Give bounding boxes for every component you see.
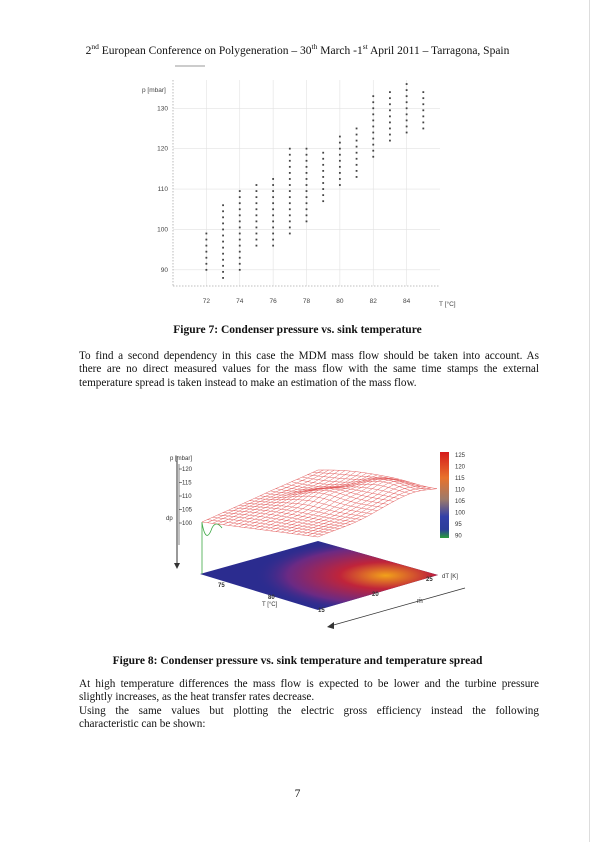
data-point bbox=[389, 97, 391, 99]
data-point bbox=[222, 241, 224, 243]
data-point bbox=[239, 202, 241, 204]
data-point bbox=[306, 154, 308, 156]
data-point bbox=[322, 158, 324, 160]
data-point bbox=[222, 247, 224, 249]
data-point bbox=[289, 172, 291, 174]
data-point bbox=[339, 172, 341, 174]
surface-mesh-line bbox=[228, 510, 345, 526]
z-tick-label: 105 bbox=[182, 507, 193, 514]
data-point bbox=[356, 128, 358, 130]
data-point bbox=[205, 251, 207, 253]
data-point bbox=[256, 233, 258, 235]
data-point bbox=[306, 172, 308, 174]
data-point bbox=[222, 235, 224, 237]
data-point bbox=[306, 202, 308, 204]
data-point bbox=[272, 208, 274, 210]
data-point bbox=[406, 107, 408, 109]
colorbar bbox=[440, 452, 449, 538]
x-tick-label: 72 bbox=[202, 298, 210, 305]
surface-mesh-line bbox=[260, 496, 378, 511]
data-point bbox=[356, 140, 358, 142]
x-tick-label: 84 bbox=[403, 298, 411, 305]
data-point bbox=[222, 271, 224, 273]
data-point bbox=[256, 184, 258, 186]
data-point bbox=[289, 227, 291, 229]
data-point bbox=[406, 119, 408, 121]
data-point bbox=[389, 122, 391, 124]
data-point bbox=[222, 265, 224, 267]
data-point bbox=[306, 148, 308, 150]
data-point bbox=[406, 83, 408, 85]
data-point bbox=[422, 103, 424, 105]
data-point bbox=[389, 91, 391, 93]
base-plane-hotspot bbox=[200, 541, 438, 610]
data-point bbox=[256, 214, 258, 216]
data-point bbox=[289, 220, 291, 222]
data-point bbox=[272, 233, 274, 235]
data-point bbox=[406, 126, 408, 128]
data-point bbox=[422, 122, 424, 124]
colorbar-tick-label: 115 bbox=[455, 476, 465, 482]
data-point bbox=[289, 202, 291, 204]
data-point bbox=[322, 194, 324, 196]
text-line: there are no direct measured values for the mass flow with the same time stamps the external bbox=[79, 363, 539, 376]
data-point bbox=[356, 176, 358, 178]
text-line: At high temperature differences the mass flow is expected to be lower and the turbine pressure bbox=[79, 678, 539, 690]
data-point bbox=[339, 166, 341, 168]
data-point bbox=[222, 259, 224, 261]
data-point bbox=[372, 156, 374, 158]
z-tick-label: 115 bbox=[182, 480, 192, 487]
x-tick-label: 76 bbox=[269, 298, 277, 305]
data-point bbox=[372, 107, 374, 109]
x-axis-label: T [°C] bbox=[262, 602, 278, 608]
data-point bbox=[289, 154, 291, 156]
data-point bbox=[306, 160, 308, 162]
data-point bbox=[239, 227, 241, 229]
y-tick-label: 130 bbox=[157, 105, 168, 113]
data-point bbox=[222, 204, 224, 206]
x-tick-label: 80 bbox=[336, 298, 344, 305]
data-point bbox=[372, 126, 374, 128]
data-point bbox=[422, 109, 424, 111]
data-point bbox=[306, 196, 308, 198]
data-point bbox=[389, 103, 391, 105]
data-point bbox=[289, 233, 291, 235]
colorbar-tick-label: 90 bbox=[455, 533, 462, 540]
data-point bbox=[306, 214, 308, 216]
surface-mesh-line bbox=[313, 488, 432, 537]
data-point bbox=[239, 269, 241, 271]
data-point bbox=[256, 239, 258, 241]
data-point bbox=[239, 245, 241, 247]
colorbar-tick-label: 95 bbox=[455, 522, 462, 528]
data-point bbox=[222, 222, 224, 224]
data-point bbox=[239, 190, 241, 192]
data-point bbox=[256, 220, 258, 222]
data-point bbox=[406, 132, 408, 134]
x-tick-label: 75 bbox=[218, 583, 225, 589]
figure-8-surface-plot bbox=[160, 440, 480, 635]
data-point bbox=[389, 128, 391, 130]
data-point bbox=[272, 178, 274, 180]
data-point bbox=[289, 148, 291, 150]
data-point bbox=[306, 166, 308, 168]
figure-7-scatter-chart bbox=[138, 64, 458, 308]
data-point bbox=[256, 245, 258, 247]
data-point bbox=[372, 138, 374, 140]
data-point bbox=[289, 184, 291, 186]
data-point bbox=[289, 160, 291, 162]
text-line: Using the same values but plotting the electric gross efficiency instead the following bbox=[79, 704, 539, 717]
data-point bbox=[222, 229, 224, 231]
data-point bbox=[272, 239, 274, 241]
data-point bbox=[239, 239, 241, 241]
data-point bbox=[339, 160, 341, 162]
data-point bbox=[356, 134, 358, 136]
colorbar-tick-label: 120 bbox=[455, 464, 466, 471]
data-point bbox=[289, 208, 291, 210]
data-point bbox=[406, 113, 408, 115]
data-point bbox=[372, 95, 374, 97]
data-point bbox=[289, 196, 291, 198]
data-point bbox=[222, 253, 224, 255]
y-tick-label: 120 bbox=[157, 145, 168, 153]
surface-mesh-line bbox=[213, 470, 329, 523]
data-point bbox=[222, 216, 224, 218]
x-axis-label: T [°C] bbox=[439, 301, 456, 308]
data-point bbox=[322, 176, 324, 178]
text-line: slightly increases, as the heat transfer rates decrease. bbox=[79, 691, 315, 704]
data-point bbox=[306, 220, 308, 222]
paragraph-2 bbox=[79, 678, 539, 732]
data-point bbox=[322, 152, 324, 154]
colorbar-tick-label: 100 bbox=[455, 510, 466, 517]
data-point bbox=[339, 184, 341, 186]
data-point bbox=[272, 227, 274, 229]
data-point bbox=[289, 190, 291, 192]
data-point bbox=[272, 214, 274, 216]
x-tick-label: 82 bbox=[369, 298, 377, 305]
data-point bbox=[272, 190, 274, 192]
colorbar-tick-label: 125 bbox=[455, 453, 466, 459]
surface-mesh-line bbox=[265, 493, 383, 508]
y-tick-label: 20 bbox=[372, 592, 379, 598]
figure-7-caption: Figure 7: Condenser pressure vs. sink temperature bbox=[173, 324, 422, 336]
data-point bbox=[339, 142, 341, 144]
y-tick-label: 100 bbox=[157, 226, 168, 234]
y-tick-label: 15 bbox=[318, 608, 325, 614]
data-point bbox=[205, 269, 207, 271]
z-axis-arrow bbox=[174, 563, 180, 569]
data-point bbox=[289, 214, 291, 216]
data-point bbox=[356, 164, 358, 166]
data-point bbox=[322, 164, 324, 166]
data-point bbox=[239, 263, 241, 265]
data-point bbox=[272, 184, 274, 186]
data-point bbox=[406, 101, 408, 103]
paragraph-1 bbox=[79, 350, 539, 390]
data-point bbox=[372, 101, 374, 103]
data-point bbox=[205, 233, 207, 235]
data-point bbox=[372, 113, 374, 115]
x-tick-label: 80 bbox=[268, 595, 275, 601]
data-point bbox=[205, 257, 207, 259]
data-point bbox=[322, 182, 324, 184]
data-point bbox=[256, 202, 258, 204]
data-point bbox=[356, 152, 358, 154]
page-number: 7 bbox=[294, 788, 301, 800]
data-point bbox=[205, 245, 207, 247]
running-header: 2nd European Conference on Polygeneration – 30th March -1st April 2011 – Tarragona, Spain bbox=[85, 42, 510, 57]
data-point bbox=[389, 115, 391, 117]
colorbar-tick-label: 105 bbox=[455, 499, 466, 505]
data-point bbox=[239, 257, 241, 259]
data-point bbox=[389, 134, 391, 136]
x-tick-label: 78 bbox=[302, 298, 311, 305]
data-point bbox=[205, 239, 207, 241]
data-point bbox=[256, 227, 258, 229]
surface-mesh-line bbox=[292, 482, 410, 494]
data-point bbox=[322, 200, 324, 202]
data-point bbox=[356, 146, 358, 148]
data-point bbox=[239, 208, 241, 210]
mass-flow-label: ṁ bbox=[417, 598, 423, 605]
data-point bbox=[222, 210, 224, 212]
data-point bbox=[289, 166, 291, 168]
data-point bbox=[239, 196, 241, 198]
text-line: To find a second dependency in this case the MDM mass flow should be taken into account. As bbox=[79, 350, 539, 362]
data-point bbox=[256, 196, 258, 198]
colorbar-tick-label: 110 bbox=[455, 487, 465, 494]
y-tick-label: 25 bbox=[426, 577, 433, 583]
data-point bbox=[406, 89, 408, 91]
data-point bbox=[272, 202, 274, 204]
data-point bbox=[256, 190, 258, 192]
data-point bbox=[272, 245, 274, 247]
data-point bbox=[306, 178, 308, 180]
data-point bbox=[406, 95, 408, 97]
data-point bbox=[339, 154, 341, 156]
text-line: temperature spread is taken instead to make an estimation of the mass flow. bbox=[79, 376, 417, 389]
data-point bbox=[322, 170, 324, 172]
data-point bbox=[422, 91, 424, 93]
data-point bbox=[272, 220, 274, 222]
x-tick-label: 74 bbox=[236, 298, 244, 305]
surface-mesh-line bbox=[250, 501, 367, 517]
data-point bbox=[422, 115, 424, 117]
z-tick-label: 120 bbox=[182, 467, 193, 473]
surface-edge-green bbox=[202, 523, 222, 535]
data-point bbox=[222, 277, 224, 279]
data-point bbox=[422, 97, 424, 99]
data-point bbox=[422, 128, 424, 130]
surface-mesh-line bbox=[271, 477, 389, 531]
y-tick-label: 110 bbox=[157, 186, 168, 194]
data-point bbox=[356, 158, 358, 160]
data-point bbox=[239, 233, 241, 235]
data-point bbox=[289, 178, 291, 180]
data-point bbox=[322, 188, 324, 190]
surface-mesh-line bbox=[244, 503, 361, 519]
z-tick-label: 100 bbox=[182, 521, 193, 527]
figure-8-caption: Figure 8: Condenser pressure vs. sink temperature and temperature spread bbox=[112, 655, 483, 667]
data-point bbox=[372, 144, 374, 146]
data-point bbox=[306, 184, 308, 186]
data-point bbox=[256, 208, 258, 210]
y-axis-label: p [mbar] bbox=[142, 87, 166, 94]
data-point bbox=[239, 220, 241, 222]
data-point bbox=[339, 148, 341, 150]
z-axis-label: p [mbar] bbox=[170, 456, 193, 462]
data-point bbox=[372, 150, 374, 152]
z-tick-label: 110 bbox=[182, 494, 192, 500]
data-point bbox=[372, 132, 374, 134]
mass-flow-arrow-head bbox=[327, 622, 334, 629]
data-point bbox=[356, 170, 358, 172]
data-point bbox=[389, 140, 391, 142]
data-point bbox=[272, 196, 274, 198]
y-axis-label: dT [K] bbox=[442, 574, 458, 580]
text-line: characteristic can be shown: bbox=[79, 718, 206, 731]
data-point bbox=[306, 208, 308, 210]
y-tick-label: 90 bbox=[160, 266, 168, 274]
data-point bbox=[372, 119, 374, 121]
page-edge bbox=[589, 0, 590, 842]
data-point bbox=[239, 214, 241, 216]
data-point bbox=[205, 263, 207, 265]
data-point bbox=[339, 136, 341, 138]
data-point bbox=[239, 251, 241, 253]
dp-label: dp bbox=[166, 516, 173, 522]
data-point bbox=[389, 109, 391, 111]
data-point bbox=[306, 190, 308, 192]
data-point bbox=[339, 178, 341, 180]
